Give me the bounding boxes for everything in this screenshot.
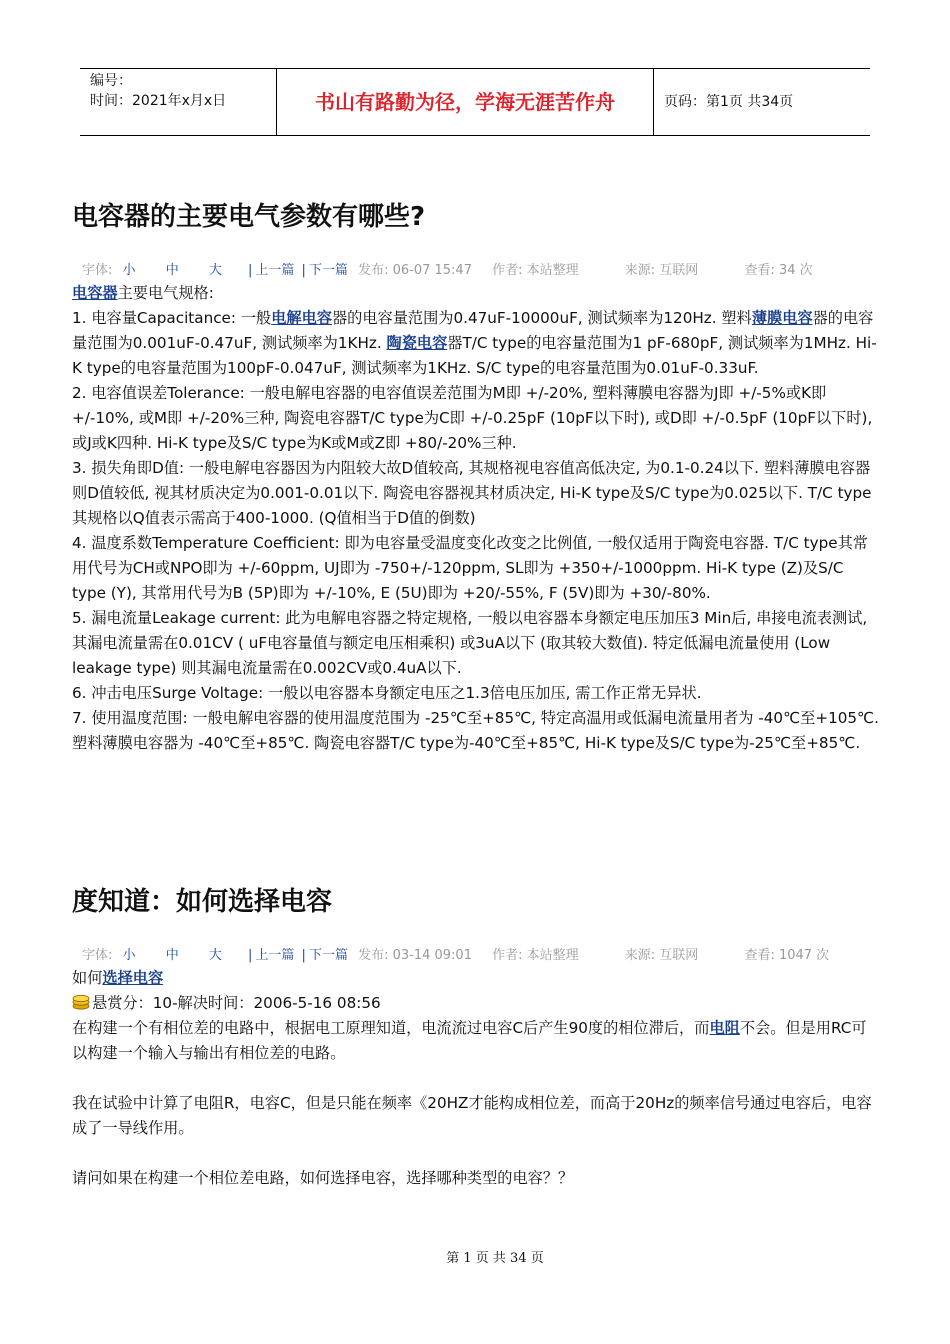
list-item: 4. 温度系数Temperature Coefficient: 即为电容量受温度变化改变之比例值, 一般仅适用于陶瓷电容器. T/C type其常用代号为CH或NPO即为 +/-60ppm, UJ即为 -750+/-120ppm, SL即为 +350+/-1000ppm. Hi-K type (Z)及S/C type (Y), 其常用代号为B (5P)即为 +/-10%, E (5U)即为 +20/-55%, F (5V)即为 +30/-80%. <box>72 534 868 602</box>
list-item: 2. 电容值误差Tolerance: 一般电解电容器的电容值误差范围为M即 +/-20%, 塑料薄膜电容器为J即 +/-5%或K即 +/-10%, 或M即 +/-20%三种, 陶瓷电容器T/C type为C即 +/-0.25pF (10pF以下时), 或D即 +/-0.5pF (10pF以下时), 或J或K四种. Hi-K type及S/C type为K或M或Z即 +80/-20%三种. <box>72 384 873 452</box>
number-label: 编号： <box>90 73 132 89</box>
next-article-link[interactable]: 下一篇 <box>308 948 348 963</box>
font-label: 字体: <box>82 263 113 278</box>
header-left-cell <box>80 69 276 135</box>
list-item: 7. 使用温度范围: 一般电解电容器的使用温度范围为 -25℃至+85℃, 特定高温用或低漏电流量用者为 -40℃至+105℃. 塑料薄膜电容器为 -40℃至+85℃. 陶瓷电容器T/C type为-40℃至+85℃, Hi-K type及S/C type为-25℃至+85℃. <box>72 709 879 752</box>
font-small-link[interactable]: 小 <box>122 263 136 278</box>
motto: 书山有路勤为径，学海无涯苦作舟 <box>276 69 654 135</box>
author: 作者: 本站整理 <box>492 948 579 963</box>
publish-date: 发布: 03-14 09:01 <box>358 948 472 963</box>
question-line: 如何选择电容 <box>72 969 164 987</box>
prev-article-link[interactable]: 上一篇 <box>255 263 295 278</box>
question-paragraph: 在构建一个有相位差的电路中，根据电工原理知道，电流流过电容C后产生90度的相位滞后，而电阻不会。但是用RC可以构建一个输入与输出有相位差的电路。 <box>72 1019 867 1062</box>
font-label: 字体: <box>82 948 113 963</box>
article1-body <box>72 281 880 756</box>
source: 来源: 互联网 <box>624 263 699 278</box>
font-large-link[interactable]: 大 <box>208 263 222 278</box>
page-info: 页码：第1页 共34页 <box>664 94 794 110</box>
view-count: 查看: 34 次 <box>744 263 813 278</box>
article2-meta: 字体: 小 中 大 | 上一篇 | 下一篇 发布: 03-14 09:01 作者: 本站整理 来源: 互联网 查看: 1047 次 <box>82 944 829 963</box>
article1-title: 电容器的主要电气参数有哪些? <box>72 202 426 232</box>
choose-capacitor-link[interactable]: 选择电容 <box>102 969 164 987</box>
source: 来源: 互联网 <box>624 948 699 963</box>
time-label: 时间：2021年x月x日 <box>90 93 227 109</box>
list-item: 6. 冲击电压Surge Voltage: 一般以电容器本身额定电压之1.3倍电压加压, 需工作正常无异状. <box>72 684 702 702</box>
view-count: 查看: 1047 次 <box>744 948 830 963</box>
electrolytic-capacitor-link[interactable]: 电解电容 <box>271 309 332 327</box>
publish-date: 发布: 06-07 15:47 <box>358 263 472 278</box>
font-large-link[interactable]: 大 <box>208 948 222 963</box>
resistor-link[interactable]: 电阻 <box>709 1019 740 1037</box>
page-footer: 第 1 页 共 34 页 <box>446 1251 544 1266</box>
list-item: 1. 电容量Capacitance: 一般电解电容器的电容量范围为0.47uF-10000uF, 测试频率为120Hz. 塑料薄膜电容器的电容量范围为0.001uF-0.47uF, 测试频率为1KHz. 陶瓷电容器T/C type的电容量范围为1 pF-680pF, 测试频率为1MHz. Hi-K type的电容量范围为100pF-0.047uF, 测试频率为1KHz. S/C type的电容量范围为0.01uF-0.33uF. <box>72 309 877 377</box>
intro-line: 电容器主要电气规格: <box>72 284 214 302</box>
film-capacitor-link[interactable]: 薄膜电容 <box>751 309 813 327</box>
prev-article-link[interactable]: 上一篇 <box>255 948 295 963</box>
capacitor-link[interactable]: 电容器 <box>72 284 118 302</box>
question-paragraph: 我在试验中计算了电阻R，电容C，但是只能在频率《20HZ才能构成相位差，而高于20Hz的频率信号通过电容后，电容成了一导线作用。 <box>72 1094 872 1137</box>
article1-meta: 字体: 小 中 大 | 上一篇 | 下一篇 发布: 06-07 15:47 作者: 本站整理 来源: 互联网 查看: 34 次 <box>82 259 813 278</box>
document-header <box>80 68 870 136</box>
author: 作者: 本站整理 <box>492 263 579 278</box>
next-article-link[interactable]: 下一篇 <box>308 263 348 278</box>
font-small-link[interactable]: 小 <box>122 948 136 963</box>
font-medium-link[interactable]: 中 <box>165 263 179 278</box>
question-paragraph: 请问如果在构建一个相位差电路，如何选择电容，选择哪种类型的电容？？ <box>72 1169 574 1187</box>
article2-body <box>72 966 880 1191</box>
reward-line: 悬赏分：10-解决时间：2006-5-16 08:56 <box>72 991 880 1016</box>
coin-icon <box>72 994 90 1010</box>
list-item: 3. 损失角即D值: 一般电解电容器因为内阻较大故D值较高, 其规格视电容值高低决定, 为0.1-0.24以下. 塑料薄膜电容器则D值较低, 视其材质决定为0.001-0.01以下. 陶瓷电容器视其材质决定, Hi-K type及S/C type为0.025以下. T/C type其规格以Q值表示需高于400-1000. (Q值相当于D值的倒数) <box>72 459 872 527</box>
article2-title: 度知道：如何选择电容 <box>72 887 333 917</box>
ceramic-capacitor-link[interactable]: 陶瓷电容 <box>386 334 448 352</box>
list-item: 5. 漏电流量Leakage current: 此为电解电容器之特定规格, 一般以电容器本身额定电压加压3 Min后, 串接电流表测试, 其漏电流量需在0.01CV ( uF电容量值与额定电压相乘积) 或3uA以下 (取其较大数值). 特定低漏电流量使用 (Low leakage type) 则其漏电流量需在0.002CV或0.4uA以下. <box>72 609 868 677</box>
font-medium-link[interactable]: 中 <box>165 948 179 963</box>
